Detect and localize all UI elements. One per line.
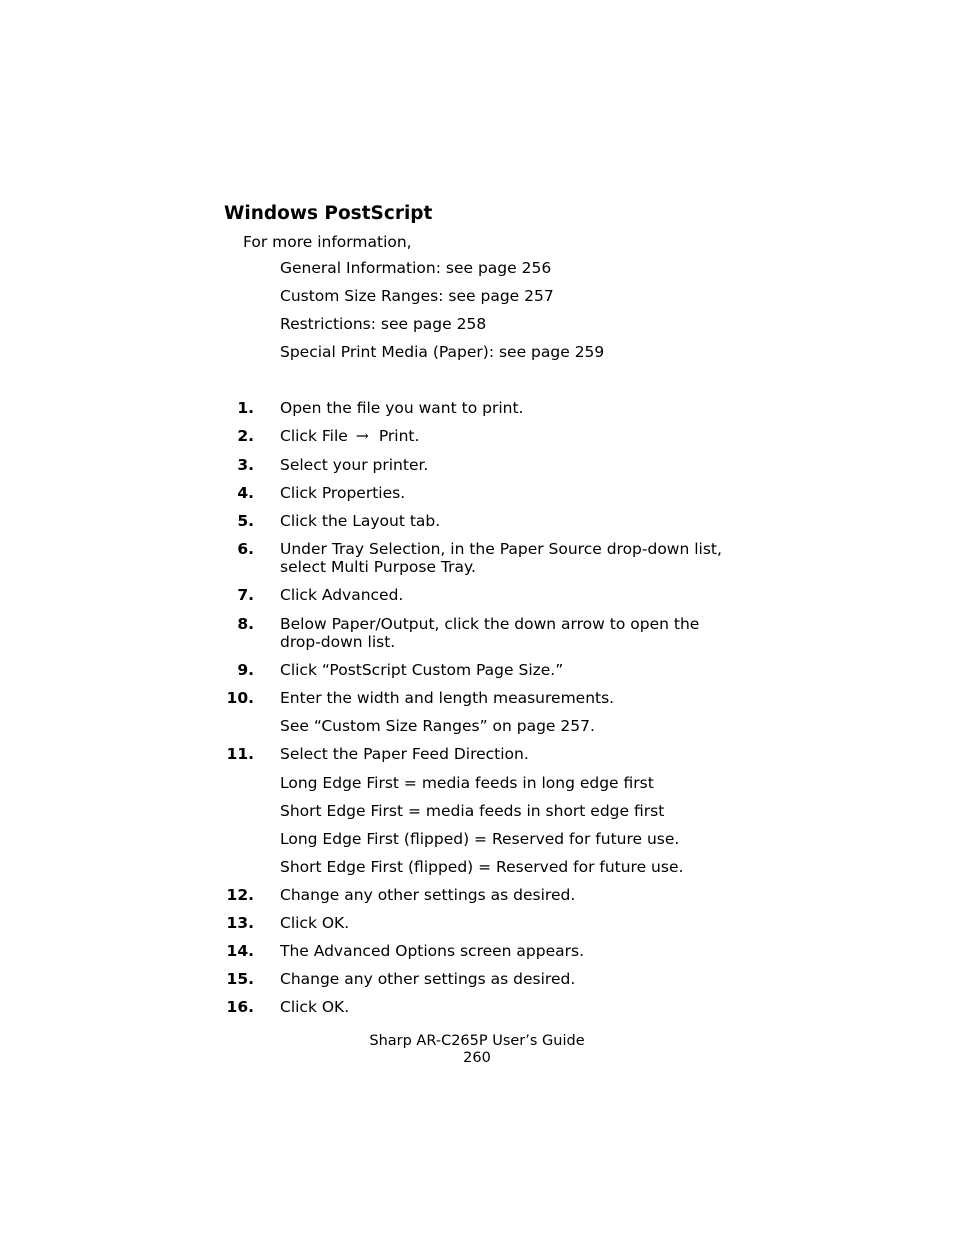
step-text-part: Click File	[280, 427, 348, 445]
step-text: Click Properties.	[280, 484, 406, 502]
step-text: Select the Paper Feed Direction.	[280, 745, 529, 763]
step-number: 3.	[237, 456, 254, 474]
step-note: See “Custom Size Ranges” on page 257.	[280, 717, 595, 735]
step-text: Open the file you want to print.	[280, 399, 524, 417]
step-text: Click Advanced.	[280, 586, 404, 604]
footer-guide-title: Sharp AR-C265P User’s Guide	[369, 1033, 585, 1049]
step-number: 2.	[237, 427, 254, 445]
info-link-restrictions: Restrictions: see page 258	[280, 315, 487, 333]
step-text: Click OK.	[280, 998, 350, 1016]
step-number: 8.	[237, 615, 254, 633]
step-number: 13.	[226, 914, 254, 932]
step-text: The Advanced Options screen appears.	[280, 942, 585, 960]
step-number: 9.	[237, 661, 254, 679]
footer-page-number: 260	[463, 1050, 491, 1066]
step-text: Click OK.	[280, 914, 350, 932]
step-text: Below Paper/Output, click the down arrow to open the drop-down list.	[280, 615, 700, 651]
step-text: Click “PostScript Custom Page Size.”	[280, 661, 564, 679]
step-number: 7.	[237, 586, 254, 604]
step-note: Short Edge First (flipped) = Reserved for future use.	[280, 858, 684, 876]
step-text: Change any other settings as desired.	[280, 886, 576, 904]
step-number: 11.	[226, 745, 254, 763]
step-number: 15.	[226, 970, 254, 988]
step-number: 6.	[237, 540, 254, 558]
step-number: 1.	[237, 399, 254, 417]
step-number: 4.	[237, 484, 254, 502]
step-text: Click the Layout tab.	[280, 512, 441, 530]
info-link-general: General Information: see page 256	[280, 259, 552, 277]
step-number: 14.	[226, 942, 254, 960]
step-note: Short Edge First = media feeds in short edge first	[280, 802, 665, 820]
step-number: 12.	[226, 886, 254, 904]
step-note: Long Edge First = media feeds in long edge first	[280, 774, 654, 792]
intro-text: For more information,	[243, 233, 412, 251]
right-arrow-icon: →	[355, 427, 369, 445]
step-number: 5.	[237, 512, 254, 530]
step-text: Enter the width and length measurements.	[280, 689, 615, 707]
step-text	[280, 427, 750, 445]
step-text: Select your printer.	[280, 456, 429, 474]
step-number: 16.	[226, 998, 254, 1016]
info-link-custom-size: Custom Size Ranges: see page 257	[280, 287, 554, 305]
step-text: Change any other settings as desired.	[280, 970, 576, 988]
step-note: Long Edge First (flipped) = Reserved for future use.	[280, 830, 680, 848]
step-number: 10.	[226, 689, 254, 707]
info-link-special-media: Special Print Media (Paper): see page 259	[280, 343, 605, 361]
step-text-part: Print.	[378, 427, 420, 445]
section-heading: Windows PostScript	[224, 203, 433, 224]
step-text: Under Tray Selection, in the Paper Source drop-down list, select Multi Purpose Tray.	[280, 540, 722, 576]
